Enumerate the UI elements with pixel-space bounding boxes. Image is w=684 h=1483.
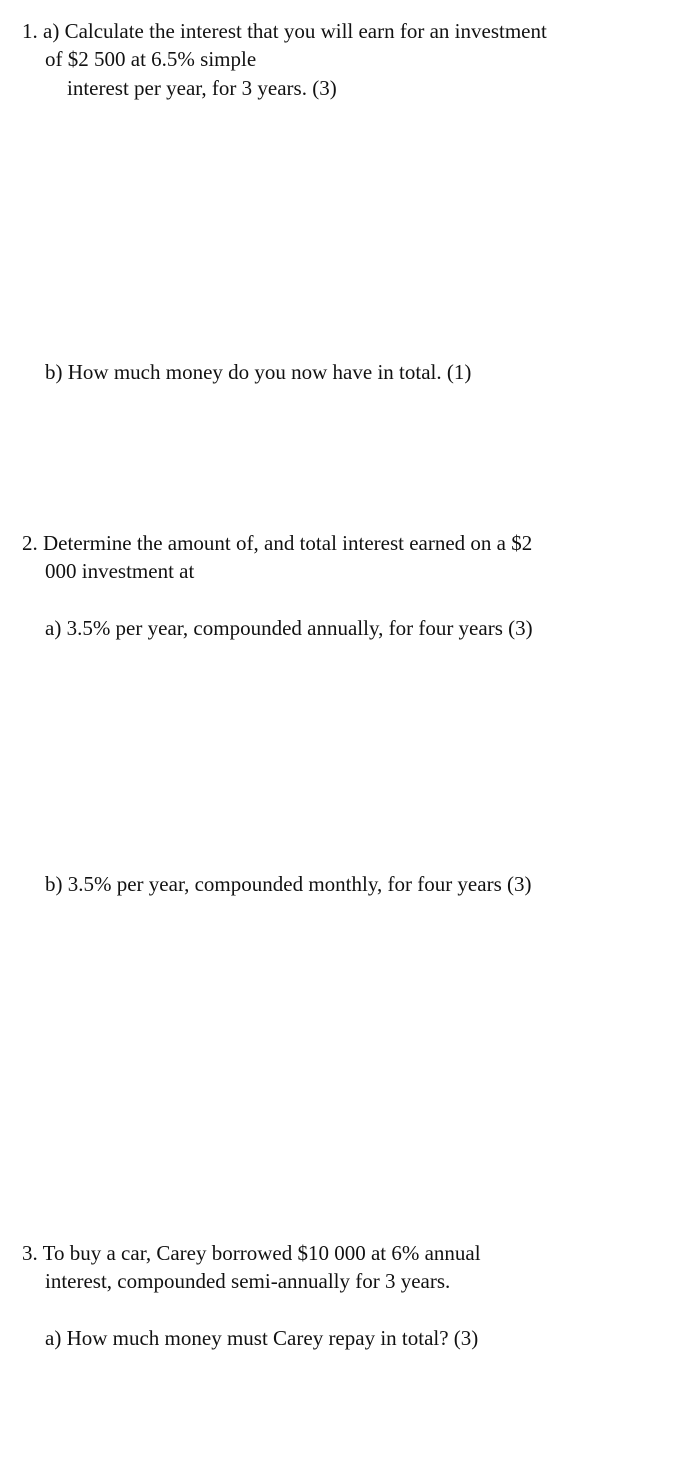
question-1-part-a-text-line-1: 1. a) Calculate the interest that you will earn for an investment (22, 19, 547, 43)
question-3-text-line-2: interest, compounded semi-annually for 3 years. (45, 1269, 451, 1293)
question-1-part-a-text-line-2: of $2 500 at 6.5% simple (45, 47, 257, 71)
question-3-part-a-text: a) How much money must Carey repay in total? (3) (45, 1326, 479, 1350)
question-2-text-line-2: 000 investment at (45, 559, 195, 583)
question-1-part-a-text-line-3: interest per year, for 3 years. (3) (67, 76, 337, 100)
question-1-part-b-text: b) How much money do you now have in total. (1) (45, 360, 472, 384)
question-2-part-b-text: b) 3.5% per year, compounded monthly, for four years (3) (45, 872, 532, 896)
question-2-part-a-text: a) 3.5% per year, compounded annually, for four years (3) (45, 616, 533, 640)
question-3-text-line-1: 3. To buy a car, Carey borrowed $10 000 at 6% annual (22, 1241, 481, 1265)
question-2-text-line-1: 2. Determine the amount of, and total interest earned on a $2 (22, 531, 533, 555)
